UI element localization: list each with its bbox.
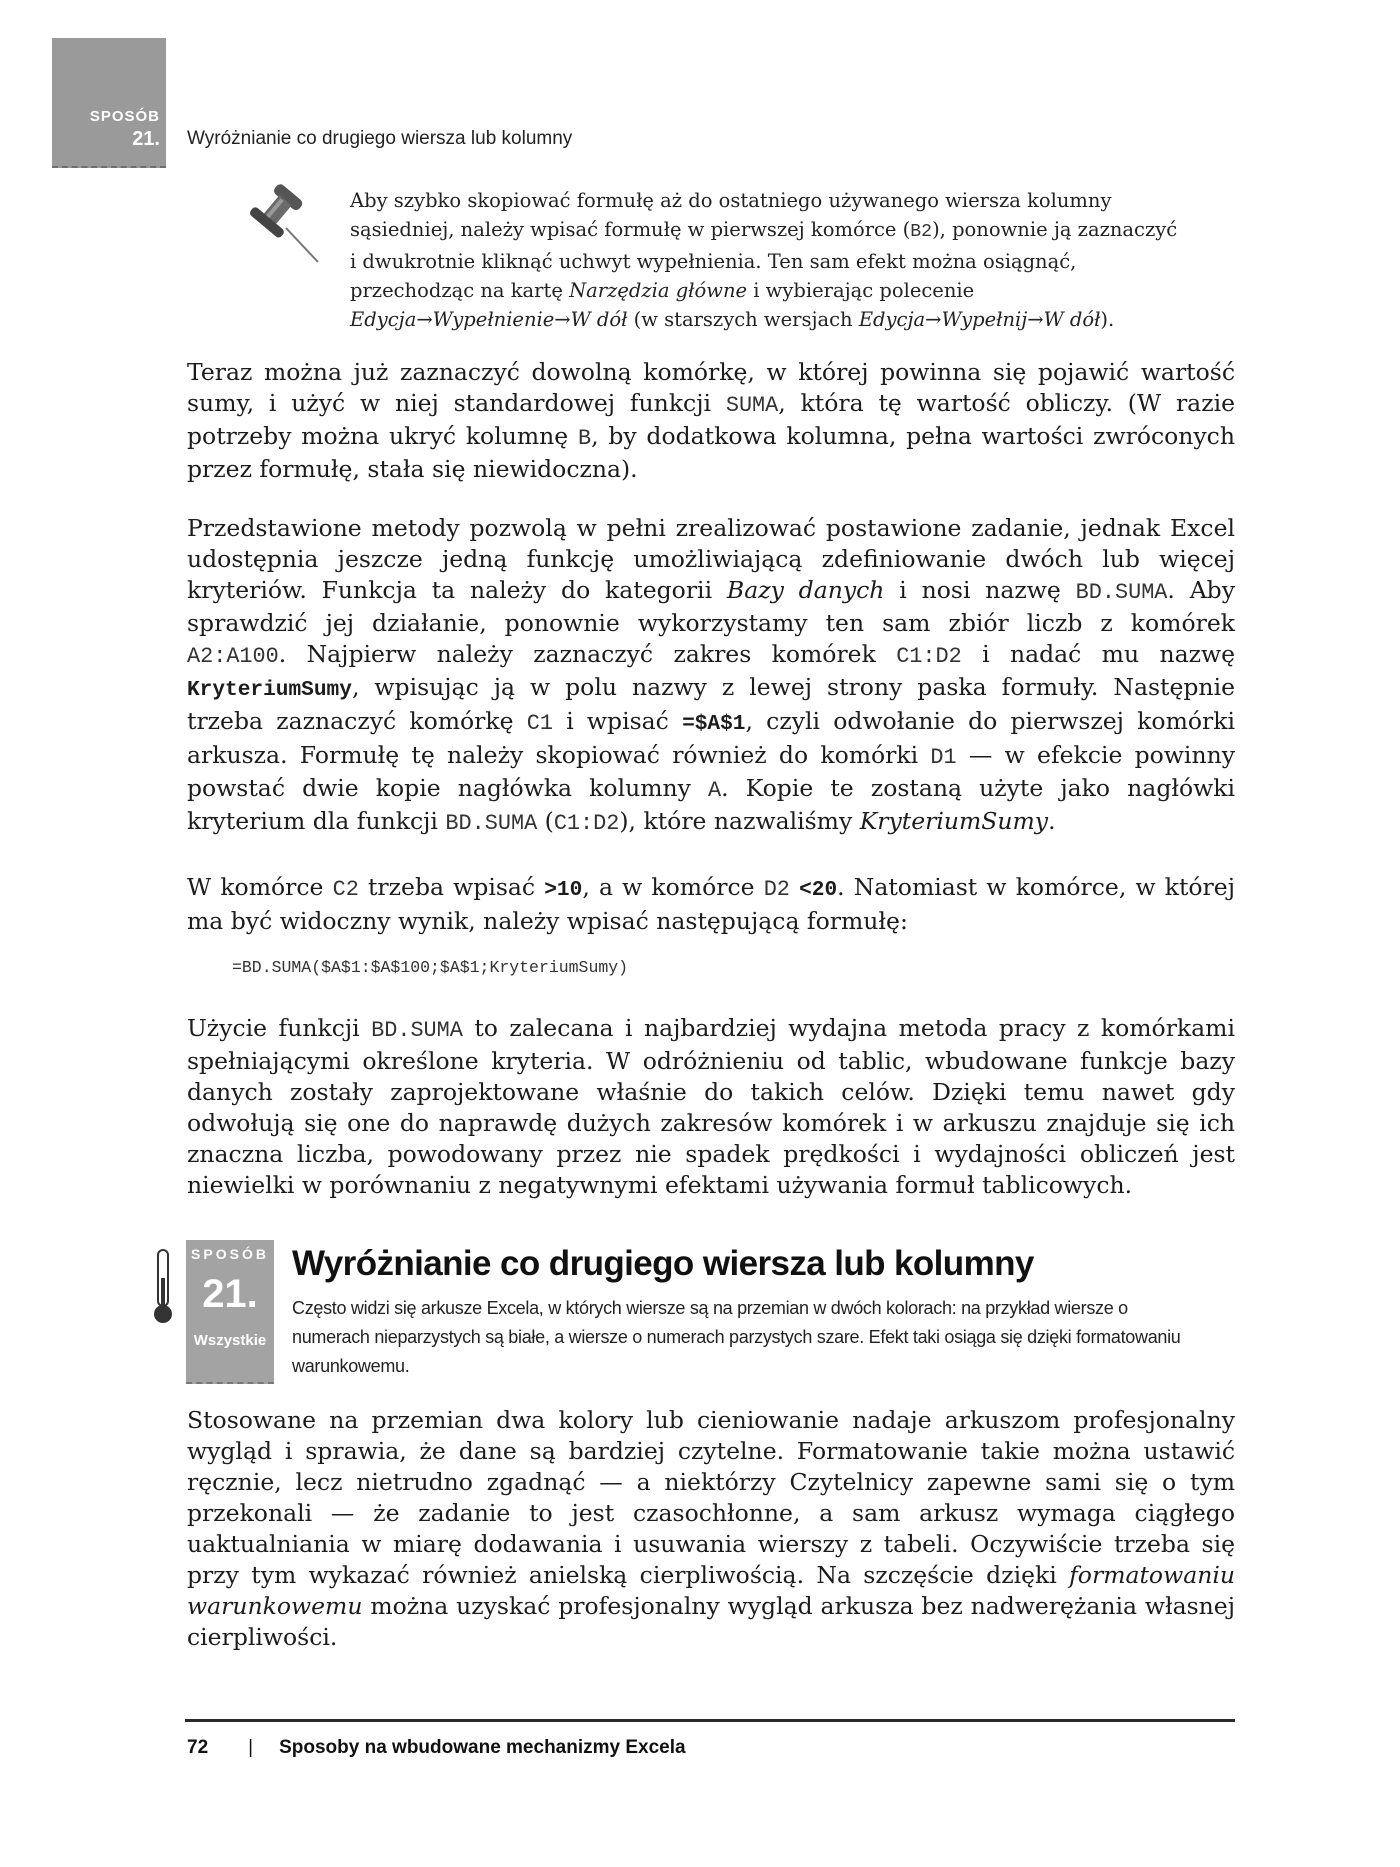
hack-tab bbox=[52, 38, 166, 168]
paragraph-3: W komórce C2 trzeba wpisać >10, a w komórce D2 <20. Natomiast w komórce, w której ma być widoczny wynik, należy wpisać następującą formułę: bbox=[187, 873, 1235, 935]
running-header-title: Wyróżnianie co drugiego wiersza lub kolumny bbox=[187, 128, 573, 149]
hack-tab-label: SPOSÓB bbox=[89, 108, 160, 125]
thermometer-icon bbox=[150, 1248, 176, 1326]
page-number: 72 bbox=[187, 1737, 209, 1758]
hack-box-level: Wszystkie bbox=[193, 1332, 267, 1349]
pushpin-icon bbox=[240, 180, 322, 266]
page-footer bbox=[187, 1737, 686, 1759]
section-heading: Wyróżnianie co drugiego wiersza lub kolumny bbox=[292, 1244, 1034, 1283]
hack-box-label: SPOSÓB bbox=[191, 1246, 269, 1262]
book-title: Sposoby na wbudowane mechanizmy Excela bbox=[279, 1737, 686, 1758]
paragraph-5: Stosowane na przemian dwa kolory lub cieniowanie nadaje arkuszom profesjonalny wygląd i sprawia, że dane są bardziej czytelne. Formatowanie takie można ustawić ręcznie, lecz nietrudno zgadnąć — a niektórzy Czytelnicy zapewne sami się o tym przekonali — że zadanie to jest czasochłonne, a sam arkusz wymaga ciągłego uaktualniania w miarę dodawania i usuwania wierszy z tabeli. Oczywiście trzeba się przy tym wykazać również anielską cierpliwością. Na szczęście dzięki formatowaniu warunkowemu można uzyskać profesjonalny wygląd arkusza bez nadwerężania własnej cierpliwości. bbox=[187, 1406, 1235, 1651]
tip-note: Aby szybko skopiować formułę aż do ostatniego używanego wiersza kolumny sąsiedniej, należy wpisać formułę w pierwszej komórce (B2), ponownie ją zaznaczyć i dwukrotnie kliknąć uchwyt wypełnienia. Ten sam efekt można osiągnąć, przechodząc na kartę Narzędzia główne i wybierając polecenie Edycja→Wypełnienie→W dół (w starszych wersjach Edycja→Wypełnij→W dół). bbox=[350, 189, 1178, 331]
hack-box-number: 21. bbox=[202, 1272, 258, 1316]
formula-code: =BD.SUMA($A$1:$A$100;$A$1;KryteriumSumy) bbox=[232, 958, 629, 977]
footer-separator: | bbox=[248, 1737, 254, 1758]
paragraph-2: Przedstawione metody pozwolą w pełni zrealizować postawione zadanie, jednak Excel udostępnia jeszcze jedną funkcję umożliwiającą zdefiniowanie dwóch lub więcej kryteriów. Funkcja ta należy do kategorii Bazy danych i nosi nazwę BD.SUMA. Aby sprawdzić jej działanie, ponownie wykorzystamy ten sam zbiór liczb z komórek A2:A100. Najpierw należy zaznaczyć zakres komórek C1:D2 i nadać mu nazwę KryteriumSumy, wpisując ją w polu nazwy z lewej strony paska formuły. Następnie trzeba zaznaczyć komórkę C1 i wpisać =$A$1, czyli odwołanie do pierwszej komórki arkusza. Formułę tę należy skopiować również do komórki D1 — w efekcie powinny powstać dwie kopie nagłówka kolumny A. Kopie te zostaną użyte jako nagłówki kryterium dla funkcji BD.SUMA (C1:D2), które nazwaliśmy KryteriumSumy. bbox=[187, 514, 1236, 836]
hack-tab-number: 21. bbox=[132, 128, 160, 150]
section-lead: Często widzi się arkusze Excela, w których wiersze są na przemian w dwóch kolorach: na przykład wiersze o numerach nieparzystych są białe, a wiersze o numerach parzystych szare. Efekt taki osiąga się dzięki formatowaniu warunkowemu. bbox=[292, 1298, 1181, 1376]
paragraph-1: Teraz można już zaznaczyć dowolną komórkę, w której powinna się pojawić wartość sumy, i użyć w niej standardowej funkcji SUMA, która tę wartość obliczy. (W razie potrzeby można ukryć kolumnę B, by dodatkowa kolumna, pełna wartości zwróconych przez formułę, stała się niewidoczna). bbox=[187, 358, 1235, 483]
paragraph-4: Użycie funkcji BD.SUMA to zalecana i najbardziej wydajna metoda pracy z komórkami spełniającymi określone kryteria. W odróżnieniu od tablic, wbudowane funkcje bazy danych zostały zaprojektowane właśnie do takich celów. Dzięki temu nawet gdy odwołują się one do naprawdę dużych zakresów komórek i w arkuszu znajduje się ich znaczna liczba, powodowany przez nie spadek prędkości i wydajności obliczeń jest niewielki w porównaniu z negatywnymi efektami używania formuł tablicowych. bbox=[187, 1014, 1235, 1199]
hack-number-box bbox=[186, 1240, 274, 1384]
footer-rule bbox=[185, 1719, 1235, 1722]
